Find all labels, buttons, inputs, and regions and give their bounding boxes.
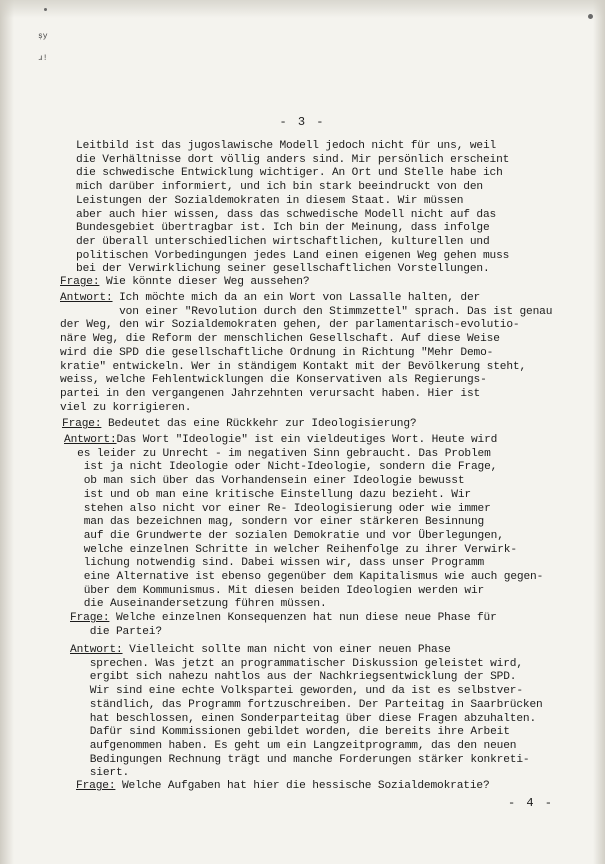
answer-text: Vielleicht sollte man nicht von einer neuen Phase sprechen. Was jetzt an programmatischer Diskussion geleistet wird, ergibt sich nahezu nahtlos aus der Nachkriegsentwicklung der SPD. Wir sind eine echte Volkspartei geworden, und da ist es selbstver- ständlich, das Programm fortzuschreiben. Der Parteitag in Saarbrücken hat beschlossen, einen Sonderparteitag über diese Fragen abzuhalten. Dafür sind Kommissionen gebildet worden, die bereits ihre Arbeit aufgenommen haben. Es geht um ein Langzeitprogramm, das den neuen Bedingungen Rechnung trägt und manche Forderungen stärker konkreti- siert. — [89, 644, 543, 780]
question-2 — [62, 418, 416, 432]
answer-label: Antwort: — [60, 292, 113, 304]
answer-label: Antwort: — [70, 644, 123, 656]
page-number: - 3 - — [279, 115, 326, 129]
answer-text: Ich möchte mich da an ein Wort von Lassalle halten, der von einer "Revolution durch den Stimmzettel" sprach. Das ist genau der Weg, den wir Sozialdemokraten gehen, der parlamentarisch-evolutio- näre Weg, die Reform der menschlichen Gesellschaft. Auf diese Weise wird die SPD die gesellschaftliche Ordnung in Richtung "Mehr Demo- kratie" entwickeln. Wer in ständigem Kontakt mit der Bevölkerung steht, weiss, welche Fehlentwicklungen die Konservativen als Regierungs- partei in den vergangenen Jahrzehnten verursacht haben. Hier ist viel zu korrigieren. — [60, 292, 553, 414]
question-label: Frage: — [60, 276, 100, 288]
question-3 — [70, 612, 497, 639]
intro-paragraph: Leitbild ist das jugoslawische Modell jedoch nicht für uns, weil die Verhältnisse dort völlig anders sind. Mir persönlich erscheint die schwedische Entwicklung wichtiger. An Ort und Stelle habe ich mich darüber informiert, und ich bin stark beeindruckt von den Leistungen der Sozialdemokraten in diesem Staat. Wir müssen aber auch hier wissen, dass das schwedische Modell nicht auf das Bundesgebiet übertragbar ist. Ich bin der Meinung, dass infolge der überall unterschiedlichen wirtschaftlichen, kulturellen und politischen Vorbedingungen jedes Land einen eigenen Weg gehen muss bei der Verwirklichung seiner gesellschaftlichen Vorstellungen. — [76, 140, 510, 276]
page-shadow-left — [0, 0, 14, 864]
corner-mark-1: ṣy — [38, 32, 48, 41]
scan-speck — [44, 8, 47, 11]
page-shadow-top — [0, 0, 605, 18]
answer-label: Antwort: — [64, 434, 117, 446]
question-text: Welche Aufgaben hat hier die hessische Sozialdemokratie? — [115, 780, 490, 792]
corner-mark-2: ɹ! — [38, 54, 48, 63]
question-4 — [76, 780, 490, 794]
question-label: Frage: — [76, 780, 116, 792]
question-label: Frage: — [70, 612, 110, 624]
answer-3 — [70, 644, 543, 781]
question-text: Bedeutet das eine Rückkehr zur Ideologisierung? — [101, 418, 417, 430]
answer-2 — [64, 434, 543, 612]
answer-1 — [60, 292, 552, 415]
next-page-marker: - 4 - — [508, 796, 555, 810]
question-text: Welche einzelnen Konsequenzen hat nun diese neue Phase für die Partei? — [89, 612, 497, 638]
scan-speck — [588, 14, 593, 19]
question-1 — [60, 276, 309, 290]
question-label: Frage: — [62, 418, 102, 430]
question-text: Wie könnte dieser Weg aussehen? — [99, 276, 310, 288]
answer-text: Das Wort "Ideologie" ist ein vieldeutiges Wort. Heute wird es leider zu Unrecht - im negativen Sinn gebraucht. Das Problem ist ja nicht Ideologie oder Nicht-Ideologie, sondern die Frage, ob man sich über das Vorhandensein einer Ideologie bewusst ist und ob man eine kritische Einstellung dazu bezieht. Wir stehen also nicht vor einer Re- Ideologisierung oder wie immer man das bezeichnen mag, sondern vor einer stärkeren Besinnung auf die Grundwerte der sozialen Demokratie und vor Überlegungen, welche einzelnen Schritte in welcher Reihenfolge zu ihrer Verwirk- lichung notwendig sind. Dabei wissen wir, dass unser Programm eine Alternative ist ebenso gegenüber dem Kapitalismus wie auch gegen- über dem Kommunismus. Mit diesen beiden Ideologien werden wir die Auseinandersetzung führen müssen. — [77, 434, 544, 611]
page-shadow-right — [593, 0, 605, 864]
